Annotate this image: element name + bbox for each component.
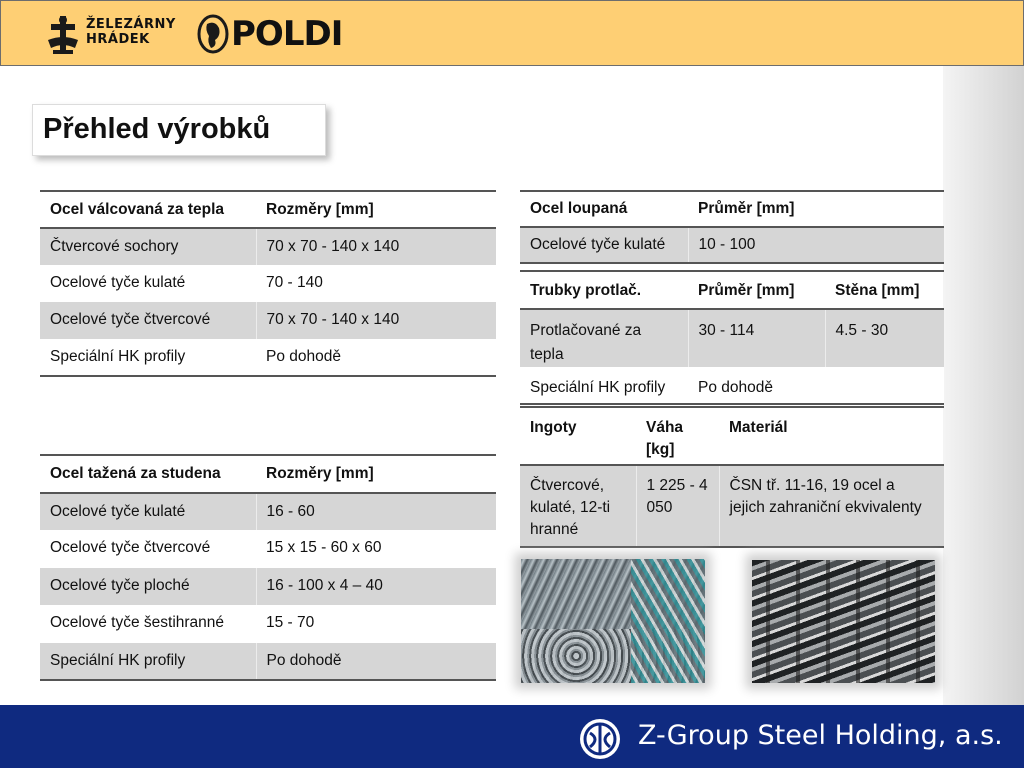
table-cell: Speciální HK profily xyxy=(50,348,186,365)
header-bar xyxy=(0,0,1024,66)
table-header-row xyxy=(520,191,944,227)
column-header: Průměr [mm] xyxy=(698,282,795,299)
column-header: Rozměry [mm] xyxy=(266,201,374,218)
billet-stack xyxy=(752,560,935,683)
table-header-row xyxy=(40,455,496,493)
table-cell: 1 225 - 4 050 xyxy=(636,465,719,547)
footer-bar xyxy=(0,705,1024,768)
table-hot-rolled xyxy=(40,190,496,377)
steel-bars-photo xyxy=(521,559,705,683)
table-row xyxy=(40,643,496,681)
table-cell: Ocelové tyče kulaté xyxy=(50,274,186,291)
brand-zelezarny-hradek xyxy=(86,17,176,47)
column-header: Váha [kg] xyxy=(646,419,684,458)
page-title: Přehled výrobků xyxy=(43,113,271,145)
table-cell: 10 - 100 xyxy=(688,227,944,263)
table-peeled xyxy=(520,190,944,264)
table-row xyxy=(520,227,944,263)
poldi-head-icon xyxy=(197,14,229,54)
brand-poldi: POLDI xyxy=(231,14,343,54)
table-cell: 4.5 - 30 xyxy=(825,309,944,367)
table-header-row xyxy=(520,271,944,309)
table-cell: 70 - 140 xyxy=(266,274,323,291)
table-row xyxy=(520,367,944,404)
table-cell: 16 - 100 x 4 – 40 xyxy=(256,568,496,606)
column-header: Ocel loupaná xyxy=(530,200,628,217)
table-ingots xyxy=(520,406,944,548)
table-row xyxy=(40,605,496,643)
table-row xyxy=(520,465,944,547)
table-cell: 16 - 60 xyxy=(256,493,496,531)
table-row xyxy=(40,530,496,568)
table-cell: ČSN tř. 11-16, 19 ocel a jejich zahraniční ekvivalenty xyxy=(719,465,944,547)
table-cell: Ocelové tyče kulaté xyxy=(50,502,186,520)
brand1-line2: HRÁDEK xyxy=(86,32,150,47)
column-header: Stěna [mm] xyxy=(835,282,920,299)
tube-stack xyxy=(631,559,705,683)
z-group-logo-icon xyxy=(578,717,622,761)
table-cell: 15 - 70 xyxy=(266,614,315,631)
column-header: Materiál xyxy=(729,419,788,436)
column-header: Trubky protlač. xyxy=(530,282,642,299)
table-cell: Čtvercové sochory xyxy=(50,238,179,255)
table-header-row xyxy=(520,407,944,465)
table-cold-drawn xyxy=(40,454,496,681)
table-row xyxy=(40,265,496,302)
table-cell: Speciální HK profily xyxy=(530,379,666,396)
page-title-box xyxy=(32,104,326,156)
table-tubes xyxy=(520,270,944,405)
table-cell xyxy=(825,367,944,404)
column-header: Rozměry [mm] xyxy=(266,465,374,482)
table-cell: Ocelové tyče šestihranné xyxy=(50,614,225,631)
table-cell: Ocelové tyče čtvercové xyxy=(50,539,211,556)
table-row xyxy=(40,339,496,376)
table-row xyxy=(520,309,944,367)
table-cell: 15 x 15 - 60 x 60 xyxy=(266,539,382,556)
table-cell: 30 - 114 xyxy=(688,309,825,367)
table-row xyxy=(40,302,496,339)
table-row xyxy=(40,568,496,606)
table-cell: Ocelové tyče kulaté xyxy=(530,236,666,253)
table-cell: Po dohodě xyxy=(266,348,341,365)
table-cell: Speciální HK profily xyxy=(50,651,186,669)
column-header: Průměr [mm] xyxy=(698,200,795,217)
footer-company-name: Z-Group Steel Holding, a.s. xyxy=(638,720,1003,751)
table-cell: 70 x 70 - 140 x 140 xyxy=(256,228,496,265)
side-gradient-panel xyxy=(943,66,1024,706)
column-header: Ocel tažená za studena xyxy=(50,465,221,482)
table-cell: Ocelové tyče čtvercové xyxy=(50,311,211,328)
table-row xyxy=(40,228,496,265)
zelezarny-emblem-icon xyxy=(45,14,81,56)
brand1-line1: ŽELEZÁRNY xyxy=(86,17,176,32)
table-cell: 70 x 70 - 140 x 140 xyxy=(256,302,496,339)
table-header-row xyxy=(40,191,496,228)
table-cell: Po dohodě xyxy=(256,643,496,681)
table-cell: Ocelové tyče ploché xyxy=(50,576,190,594)
column-header: Ocel válcovaná za tepla xyxy=(50,201,225,218)
table-cell: Protlačované za tepla xyxy=(530,322,642,363)
column-header: Ingoty xyxy=(530,419,577,436)
table-row xyxy=(40,493,496,531)
table-cell: Čtvercové, kulaté, 12-ti hranné xyxy=(530,477,611,538)
square-billets-photo xyxy=(752,560,935,683)
table-cell: Po dohodě xyxy=(698,379,773,396)
